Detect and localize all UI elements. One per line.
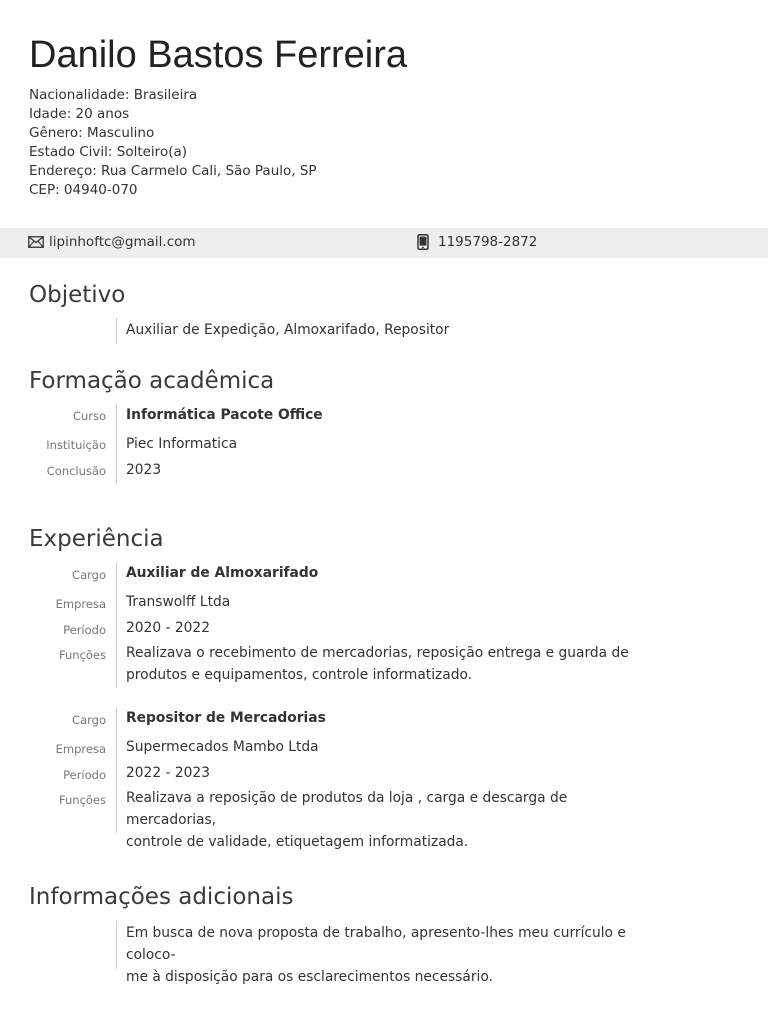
objective-title: Objetivo [29,282,126,308]
additional-info-line-2: me à disposição para os esclarecimentos necessário. [126,969,493,985]
additional-info-divider [116,921,117,969]
period-label: Período [63,623,106,637]
job-2-duties-line-2: controle de validade, etiquetagem informatizada. [126,834,469,850]
job-2-divider [116,707,117,833]
gender: Gênero: Masculino [29,125,155,141]
phone-text[interactable]: 1195798-2872 [438,234,538,250]
completion-value: 2023 [126,462,162,478]
job-2-duties [126,787,646,853]
education-divider [116,404,117,484]
job-2-period: 2022 - 2023 [126,765,210,781]
institution-value: Piec Informatica [126,436,238,452]
email-contact[interactable] [28,234,196,250]
job-1-duties-line-1: Realizava o recebimento de mercadorias, reposição entrega e guarda de [126,645,629,661]
email-text[interactable]: lipinhoftc@gmail.com [49,234,196,250]
additional-info-text [126,922,646,988]
envelope-icon [28,236,44,248]
company-label: Empresa [55,597,106,611]
address: Endereço: Rua Carmelo Cali, São Paulo, SP [29,163,317,179]
postal-code: CEP: 04940-070 [29,182,138,198]
job-2-duties-line-1: Realizava a reposição de produtos da loja , carga e descarga de mercadorias, [126,790,568,828]
completion-label: Conclusão [46,464,106,478]
job-2-company: Supermecados Mambo Ltda [126,739,319,755]
course-label: Curso [72,409,106,423]
duties-label: Funções [59,793,106,807]
job-1-duties [126,642,646,686]
education-title: Formação acadêmica [29,368,275,394]
job-1-divider [116,562,117,688]
job-1-role: Auxiliar de Almoxarifado [126,565,319,581]
mobile-phone-icon [417,234,429,250]
marital-status: Estado Civil: Solteiro(a) [29,144,188,160]
job-2-role: Repositor de Mercadorias [126,710,326,726]
nationality: Nacionalidade: Brasileira [29,87,198,103]
job-1-period: 2020 - 2022 [126,620,210,636]
company-label: Empresa [55,742,106,756]
period-label: Período [63,768,106,782]
role-label: Cargo [72,713,106,727]
role-label: Cargo [72,568,106,582]
duties-label: Funções [59,648,106,662]
additional-info-line-1: Em busca de nova proposta de trabalho, apresento-lhes meu currículo e coloco- [126,925,626,963]
age: Idade: 20 anos [29,106,130,122]
phone-contact[interactable] [417,234,537,250]
objective-divider [116,318,117,344]
job-1-duties-line-2: produtos e equipamentos, controle informatizado. [126,667,473,683]
institution-label: Instituição [46,438,106,452]
contact-bar [0,228,768,258]
course-value: Informática Pacote Office [126,407,323,423]
additional-info-title: Informações adicionais [29,884,294,910]
personal-details [29,86,317,200]
objective-text: Auxiliar de Expedição, Almoxarifado, Repositor [126,322,450,338]
job-1-company: Transwolff Ltda [126,594,231,610]
candidate-name: Danilo Bastos Ferreira [29,34,408,76]
experience-title: Experiência [29,526,164,552]
